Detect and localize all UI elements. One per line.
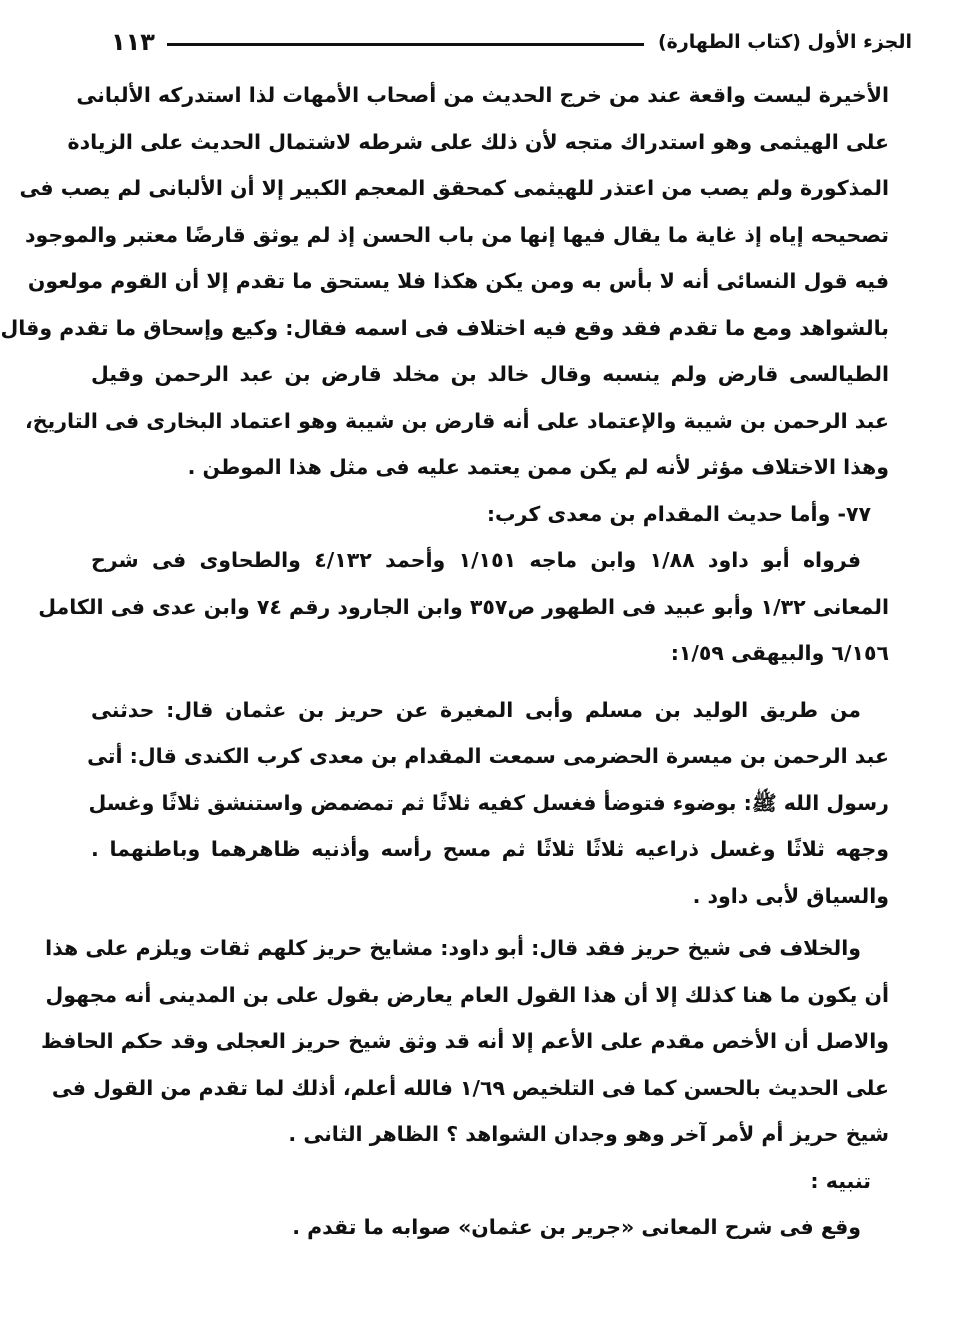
text-line: الأخيرة ليست واقعة عند من خرج الحديث من أصحاب الأمهات لذا استدركه الألبانى	[76, 83, 889, 107]
text-line: عبد الرحمن بن ميسرة الحضرمى سمعت المقدام بن معدى كرب الكندى قال: أتى	[87, 744, 889, 768]
paragraph-hadith-chain	[87, 687, 889, 920]
spacer	[91, 677, 889, 687]
text-line: فيه قول النسائى أنه لا بأس به ومن يكن هكذا فلا يستحق ما تقدم إلا أن القوم مولعون	[27, 269, 889, 293]
page-number: ١١٣	[111, 28, 155, 56]
paragraph-sources	[38, 537, 889, 677]
text-line: رسول الله ﷺ: بوضوء فتوضأ فغسل كفيه ثلاثًا ثم تمضمض واستنشق ثلاثًا وغسل	[88, 790, 889, 815]
text-line: أن يكون ما هنا كذلك إلا أن هذا القول العام يعارض بقول على بن المدينى أنه مجهول	[45, 982, 889, 1007]
section-heading-77: ٧٧- وأما حديث المقدام بن معدى كرب:	[486, 501, 871, 526]
page-header	[111, 22, 912, 62]
note-heading: تنبيه :	[810, 1168, 871, 1193]
text-line: عبد الرحمن بن شيبة والإعتماد على أنه قارض بن شيبة وهو اعتماد البخارى فى التاريخ،	[25, 408, 889, 433]
text-line: على الهيثمى وهو استدراك متجه لأن ذلك على شرطه لاشتمال الحديث على الزيادة	[67, 129, 889, 154]
text-line: والاصل أن الأخص مقدم على الأعم إلا أنه قد وثق شيخ حريز العجلى وقد حكم الحافظ	[41, 1029, 889, 1053]
note-text: وقع فى شرح المعانى «جرير بن عثمان» صوابه ما تقدم .	[292, 1215, 861, 1239]
page-body	[0, 72, 889, 1251]
text-line: شيخ حريز أم لأمر آخر وهو وجدان الشواهد ؟ الظاهر الثانى .	[288, 1122, 889, 1146]
paragraph-discussion	[41, 925, 889, 1158]
paragraph-commentary	[0, 72, 889, 491]
header-rule	[167, 43, 644, 46]
text-line: المعانى ١/٣٢ وأبو عبيد فى الطهور ص٣٥٧ وابن الجارود رقم ٧٤ وابن عدى فى الكامل	[38, 594, 889, 619]
text-line: على الحديث بالحسن كما فى التلخيص ١/٦٩ فالله أعلم، أذلك لما تقدم من القول فى	[51, 1075, 889, 1100]
text-line: الطيالسى قارض ولم ينسبه وقال خالد بن مخلد قارض بن عبد الرحمن وقيل	[91, 362, 889, 386]
text-line: ٦/١٥٦ والبيهقى ١/٥٩:	[670, 641, 889, 665]
text-line: المذكورة ولم يصب من اعتذر للهيثمى كمحقق المعجم الكبير إلا أن الألبانى لم يصب فى	[19, 176, 889, 200]
running-title: الجزء الأول (كتاب الطهارة)	[657, 31, 912, 53]
text-line: تصحيحه إياه إذ غاية ما يقال فيها إنها من باب الحسن إذ لم يوثق قارضًا معتبر والموجود	[24, 222, 889, 247]
text-line: من طريق الوليد بن مسلم وأبى المغيرة عن حريز بن عثمان قال: حدثنى	[91, 697, 861, 722]
text-line: بالشواهد ومع ما تقدم فقد وقع فيه اختلاف فى اسمه فقال: وكيع وإسحاق ما تقدم وقال	[0, 315, 889, 340]
text-line: وهذا الاختلاف مؤثر لأنه لم يكن ممن يعتمد عليه فى مثل هذا الموطن .	[187, 455, 889, 479]
text-line: وجهه ثلاثًا وغسل ذراعيه ثلاثًا ثلاثًا ثم مسح رأسه وأذنيه ظاهرهما وباطنهما .	[91, 837, 889, 861]
text-line: والسياق لأبى داود .	[692, 883, 889, 908]
text-line: فرواه أبو داود ١/٨٨ وابن ماجه ١/١٥١ وأحمد ٤/١٣٢ والطحاوى فى شرح	[91, 548, 861, 572]
text-line: والخلاف فى شيخ حريز فقد قال: أبو داود: مشايخ حريز كلهم ثقات ويلزم على هذا	[45, 936, 861, 960]
